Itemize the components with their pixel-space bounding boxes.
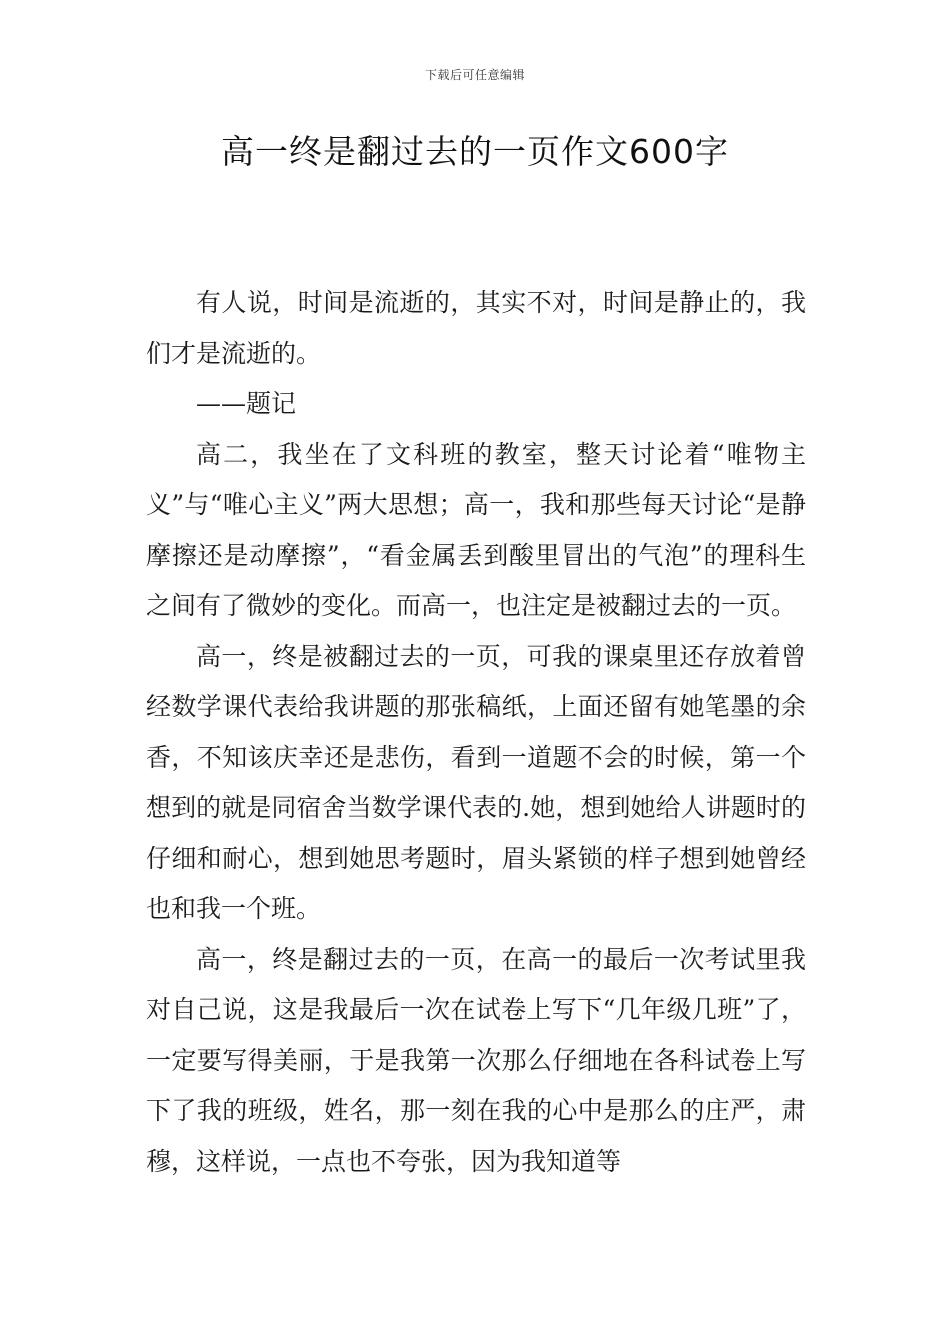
body-paragraph: 高一，终是被翻过去的一页，可我的课桌里还存放着曾经数学课代表给我讲题的那张稿纸，上面还留有她笔墨的余香，不知该庆幸还是悲伤，看到一道题不会的时候，第一个想到的就是同宿舍当数学课代表的.她，想到她给人讲题时的仔细和耐心，想到她思考题时，眉头紧锁的样子想到她曾经也和我一个班。 bbox=[146, 641, 806, 923]
body-paragraph-epigraph: ——题记 bbox=[196, 389, 297, 418]
body-paragraph: 有人说，时间是流逝的，其实不对，时间是静止的，我们才是流逝的。 bbox=[146, 288, 806, 368]
header-note: 下载后可任意编辑 bbox=[424, 68, 525, 82]
document-title: 高一终是翻过去的一页作文600字 bbox=[221, 132, 729, 171]
document-body bbox=[146, 278, 806, 1187]
body-paragraph: 高一，终是翻过去的一页，在高一的最后一次考试里我对自己说，这是我最后一次在试卷上写下“几年级几班”了，一定要写得美丽，于是我第一次那么仔细地在各科试卷上写下了我的班级，姓名，那一刻在我的心中是那么的庄严，肃穆，这样说，一点也不夸张，因为我知道等 bbox=[146, 944, 806, 1176]
body-paragraph: 高二，我坐在了文科班的教室，整天讨论着“唯物主义”与“唯心主义”两大思想；高一，我和那些每天讨论“是静摩擦还是动摩擦”，“看金属丢到酸里冒出的气泡”的理科生之间有了微妙的变化。而高一，也注定是被翻过去的一页。 bbox=[146, 439, 806, 620]
